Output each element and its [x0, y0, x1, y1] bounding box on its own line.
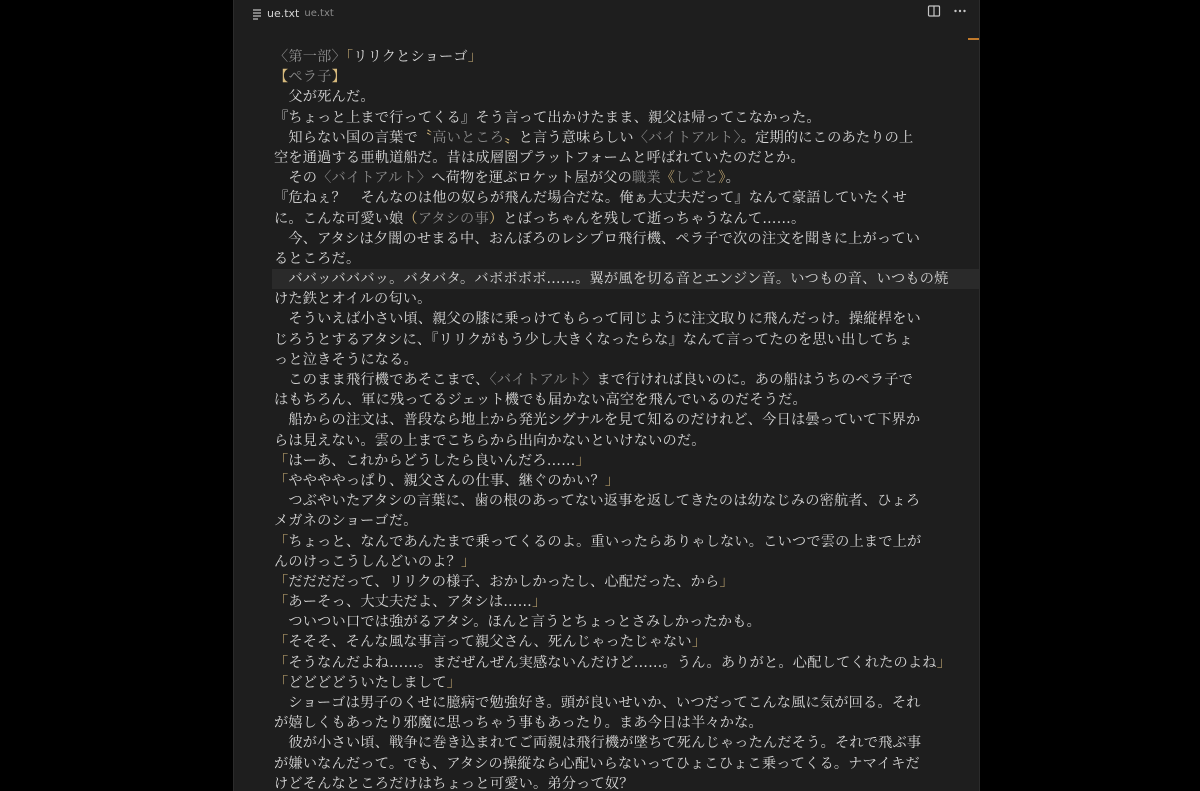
text-segment: 知らない国の言葉で — [274, 129, 418, 146]
text-segment: メガネのショーゴだ。 — [274, 513, 418, 530]
text-line[interactable] — [274, 108, 962, 128]
text-segment: とばっちゃんを残して逝っちゃうなんて……。 — [503, 210, 806, 227]
muted-text: 〈バイトアルト〉 — [317, 170, 432, 187]
text-segment: けどそんなところだけはちょっと可愛い。弟分って奴？ — [274, 775, 634, 791]
text-segment: そうなんだよね……。まだぜんぜん実感ないんだけど……。うん。ありがと。心配してくれたのよね — [288, 654, 937, 671]
text-segment: 彼が小さい頃、戦争に巻き込まれてご両親は飛行機が墜ちて死んじゃったんだそう。それで飛ぶ事 — [274, 735, 922, 752]
text-segment: まで行ければ良いのに。あの船はうちのペラ子で — [596, 372, 914, 388]
text-content[interactable] — [274, 47, 962, 791]
text-segment: 『危ねぇ？ そんなのは他の奴らが飛んだ場合だな。俺ぁ大丈夫だって』なんて豪語していたくせ — [274, 190, 908, 207]
bracket-mark: 」 — [461, 553, 476, 570]
text-segment: けた鉄とオイルの匂い。 — [274, 291, 432, 308]
text-segment: だだだだって、リリクの様子、おかしかったし、心配だった、から — [288, 573, 720, 590]
editor-pane — [233, 0, 980, 791]
text-segment: じろうとするアタシに、『リリクがもう少し大きくなったらな』なんて言ってたのを思い出してちょ — [274, 331, 914, 348]
text-line[interactable] — [274, 209, 962, 229]
text-segment: こちらから出向かないといけないのだ。 — [446, 432, 706, 449]
muted-text: ペラ子 — [288, 69, 332, 86]
bracket-mark: 「 — [274, 573, 289, 590]
text-line[interactable] — [274, 592, 962, 612]
text-line[interactable] — [274, 774, 962, 791]
text-segment: あーそっ、大丈夫だよ、アタシは…… — [288, 594, 532, 611]
text-segment: んのけっこうしんどいのよ？ — [274, 553, 462, 570]
text-line[interactable] — [274, 249, 962, 269]
text-segment: ややややっぱり、親父さんの仕事、継ぐのかい？ — [288, 472, 605, 489]
text-segment: らは見えない。雲の上まで — [274, 432, 447, 449]
bracket-mark: 」 — [604, 472, 620, 489]
bracket-mark: 【 — [274, 69, 289, 86]
editor-actions — [927, 4, 967, 18]
text-line[interactable] — [274, 532, 962, 552]
text-segment: へ荷物を運ぶロケット屋が父の — [431, 170, 632, 187]
bracket-mark: 」 — [467, 49, 483, 65]
tab-file-name: ue.txt — [267, 6, 300, 20]
bracket-mark: 」 — [936, 654, 952, 671]
text-segment: 今、アタシは夕闇のせまる中、おんぼろのレシプロ飛行機、ペラ子で次の注文を聞きに上がってい — [274, 230, 921, 247]
text-line[interactable] — [274, 693, 962, 713]
text-segment: ババッバババッ。バタバタ。バボボボボ……。翼が風を切る音とエンジン音。いつもの音、いつもの焼 — [274, 271, 949, 288]
text-segment: そういえば小さい頃、親父の膝に乗っけてもらって同じように注文取りに飛んだっけ。操縦桿をい — [274, 311, 921, 328]
bracket-mark: 》 — [718, 170, 726, 187]
text-segment: このまま飛行機であそこまで、 — [274, 372, 490, 388]
text-segment: が嫌いなんだって。でも、アタシの操縦なら心配いらないってひょこひょこ乗ってくる。ナマイキだ — [274, 755, 920, 772]
bracket-mark: 〟 — [504, 129, 519, 146]
bracket-mark: 「 — [274, 594, 289, 611]
text-line[interactable] — [274, 47, 962, 67]
text-segment: どどどどういたしまして — [288, 674, 447, 691]
text-segment: に。こんな可愛い娘 — [274, 210, 404, 227]
muted-text: しごと — [675, 170, 719, 187]
text-segment: と言う意味らしい — [518, 129, 634, 146]
bracket-mark: 「 — [274, 533, 289, 550]
bracket-mark: 」 — [575, 452, 590, 469]
bracket-mark: ） — [488, 210, 504, 227]
tab-ue-txt[interactable] — [252, 3, 334, 23]
text-line[interactable] — [274, 431, 962, 451]
text-line[interactable] — [274, 552, 962, 572]
text-segment: リリクとショーゴ — [353, 49, 468, 65]
bracket-mark: 「 — [274, 654, 289, 671]
text-line[interactable] — [274, 511, 962, 531]
text-line[interactable] — [274, 148, 962, 168]
text-line[interactable] — [274, 491, 962, 511]
text-line[interactable] — [274, 168, 962, 188]
text-line[interactable] — [274, 733, 962, 753]
text-line[interactable] — [274, 653, 962, 673]
text-line[interactable] — [274, 713, 962, 733]
text-segment: ついつい口では強がるアタシ。ほんと言うとちょっとさみしかったかも。 — [274, 614, 762, 631]
muted-text: 高いところ — [432, 129, 505, 146]
text-line[interactable] — [274, 632, 962, 652]
tab-file-description: ue.txt — [304, 7, 334, 19]
text-line[interactable] — [274, 128, 962, 148]
bracket-mark: 「 — [274, 634, 289, 651]
text-line[interactable] — [274, 370, 962, 390]
more-actions-icon[interactable] — [953, 4, 967, 18]
scrollbar-position-marker — [968, 38, 979, 40]
text-line[interactable] — [274, 612, 962, 632]
bracket-mark: 〝 — [417, 129, 433, 146]
text-line-current[interactable] — [272, 269, 979, 289]
muted-text: 職業 — [632, 170, 661, 187]
text-line[interactable] — [274, 309, 962, 329]
text-segment: はもちろん、軍に残ってるジェット機でも届かない高空を飛んでいるのだそうだ。 — [274, 392, 807, 409]
text-line[interactable] — [274, 572, 962, 592]
bracket-mark: 」 — [446, 674, 462, 691]
text-line[interactable] — [274, 67, 962, 87]
bracket-mark: 」 — [719, 573, 734, 590]
muted-text: 〈バイトアルト〉 — [633, 129, 741, 146]
text-segment: 父が死んだ。 — [274, 89, 375, 106]
text-segment: 。定期的にこのあたりの上 — [740, 129, 914, 146]
bracket-mark: 「 — [274, 674, 289, 691]
bracket-mark: 《 — [660, 170, 676, 187]
text-line[interactable] — [274, 410, 962, 430]
text-line[interactable] — [274, 673, 962, 693]
text-line[interactable] — [274, 451, 962, 471]
tab-bar — [234, 0, 979, 26]
text-segment: つぶやいたアタシの言葉に、歯の根のあってない返事を返してきたのは幼なじみの密航者、ひょろ — [274, 493, 921, 510]
text-line[interactable] — [274, 188, 962, 208]
bracket-mark: 「 — [274, 452, 289, 469]
muted-text: 〈バイトアルト〉 — [489, 372, 597, 388]
text-line[interactable] — [274, 229, 962, 249]
text-line[interactable] — [274, 87, 962, 107]
text-line[interactable] — [274, 471, 962, 491]
split-editor-icon[interactable] — [927, 4, 941, 18]
bracket-mark: 」 — [691, 634, 707, 651]
bracket-mark: 「 — [274, 472, 289, 489]
bracket-mark: 」 — [532, 594, 547, 611]
text-line[interactable] — [274, 289, 962, 309]
bracket-mark: 「 — [345, 49, 354, 65]
muted-text: アタシの事 — [417, 210, 489, 227]
text-segment: ちょっと、なんであんたまで乗ってくるのよ。重いったらありゃしない。こいつで雲の上まで上が — [288, 533, 922, 550]
text-segment: そそそ、そんな風な事言って親父さん、死んじゃったじゃない — [288, 634, 692, 651]
text-segment: 船からの注文は、普段なら地上から発光シグナルを見て知るのだけれど、今日は曇っていて下界か — [274, 412, 921, 429]
text-segment: その — [274, 170, 318, 187]
text-segment: ショーゴは男子のくせに臆病で勉強好き。頭が良いせいか、いつだってこんな風に気が回る。それ — [274, 695, 921, 711]
text-line[interactable] — [274, 754, 962, 774]
bracket-mark: （ — [403, 210, 418, 227]
text-segment: はーあ、これからどうしたら良いんだろ…… — [288, 452, 576, 469]
text-segment: が嬉しくもあったり邪魔に思っちゃう事もあったり。まあ今日は半々かな。 — [274, 715, 763, 732]
text-segment: 。 — [725, 170, 741, 187]
text-segment: っと泣きそうになる。 — [274, 351, 418, 368]
muted-text: 〈第一部〉 — [274, 49, 346, 65]
text-segment: 空を通過する亜軌道船だ。昔は成層圏プラットフォームと呼ばれていたのだとか。 — [274, 149, 805, 166]
bracket-mark: 】 — [331, 69, 346, 86]
text-segment: 『ちょっと上まで行ってくる』そう言って出かけたまま、親父は帰ってこなかった。 — [274, 109, 821, 126]
text-line[interactable] — [274, 350, 962, 370]
text-line[interactable] — [274, 390, 962, 410]
text-segment: るところだ。 — [274, 250, 361, 267]
text-line[interactable] — [274, 330, 962, 350]
file-text-icon — [252, 7, 262, 19]
